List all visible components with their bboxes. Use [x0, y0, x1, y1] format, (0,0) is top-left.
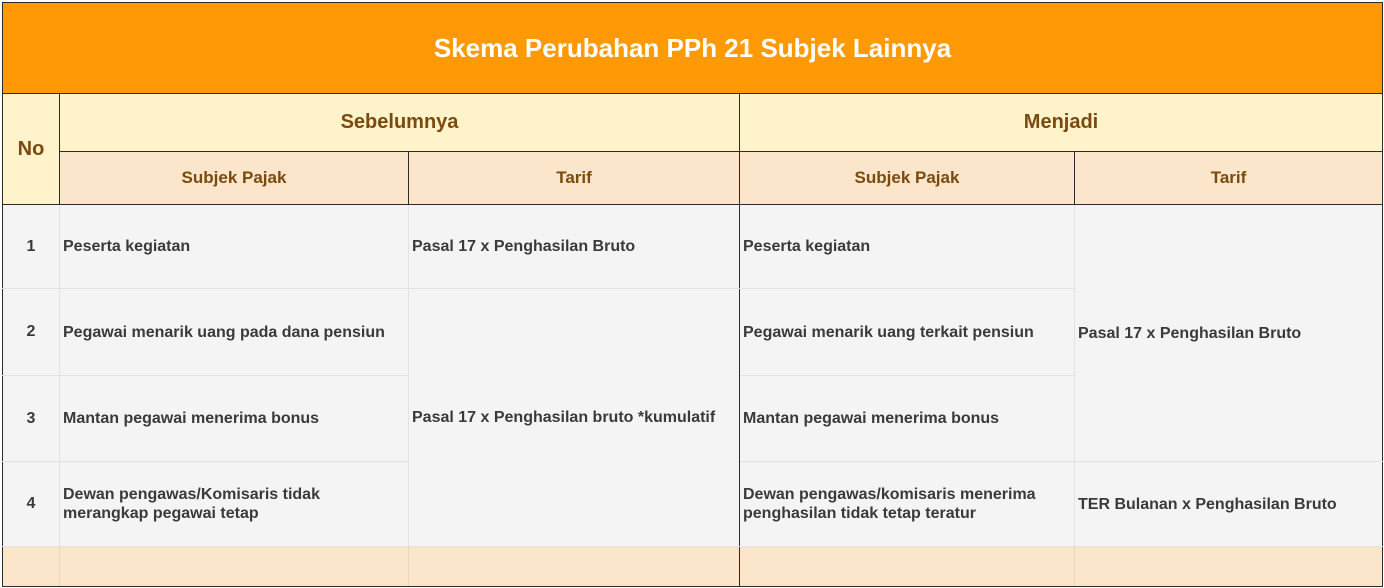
footer-cell — [1075, 547, 1383, 587]
header-no: No — [3, 94, 60, 205]
after-subjek-cell: Dewan pengawas/komisaris menerima penghasilan tidak tetap teratur — [740, 462, 1075, 547]
before-subjek-cell: Mantan pegawai menerima bonus — [60, 376, 409, 462]
tax-scheme-table — [2, 2, 1383, 587]
table-footer-row — [3, 547, 1383, 587]
row-number: 3 — [3, 376, 60, 462]
header-after: Menjadi — [740, 94, 1383, 152]
after-tarif-cell: TER Bulanan x Penghasilan Bruto — [1075, 462, 1383, 547]
before-subjek-cell: Pegawai menarik uang pada dana pensiun — [60, 289, 409, 376]
before-tarif-cell: Pasal 17 x Penghasilan Bruto — [409, 205, 740, 289]
row-number: 1 — [3, 205, 60, 289]
header-before-subjek: Subjek Pajak — [60, 152, 409, 205]
table-title: Skema Perubahan PPh 21 Subjek Lainnya — [3, 3, 1383, 94]
footer-cell — [409, 547, 740, 587]
footer-cell — [740, 547, 1075, 587]
header-after-tarif: Tarif — [1075, 152, 1383, 205]
after-tarif-cell: Pasal 17 x Penghasilan Bruto — [1075, 205, 1383, 462]
after-subjek-cell: Mantan pegawai menerima bonus — [740, 376, 1075, 462]
before-subjek-cell: Dewan pengawas/Komisaris tidak merangkap pegawai tetap — [60, 462, 409, 547]
header-after-subjek: Subjek Pajak — [740, 152, 1075, 205]
header-before: Sebelumnya — [60, 94, 740, 152]
after-subjek-cell: Peserta kegiatan — [740, 205, 1075, 289]
table-row — [3, 205, 1383, 289]
before-subjek-cell: Peserta kegiatan — [60, 205, 409, 289]
before-tarif-cell: Pasal 17 x Penghasilan bruto *kumulatif — [409, 289, 740, 547]
after-subjek-cell: Pegawai menarik uang terkait pensiun — [740, 289, 1075, 376]
footer-cell — [3, 547, 60, 587]
row-number: 2 — [3, 289, 60, 376]
header-before-tarif: Tarif — [409, 152, 740, 205]
footer-cell — [60, 547, 409, 587]
tax-scheme-table-wrapper — [2, 2, 1382, 586]
row-number: 4 — [3, 462, 60, 547]
